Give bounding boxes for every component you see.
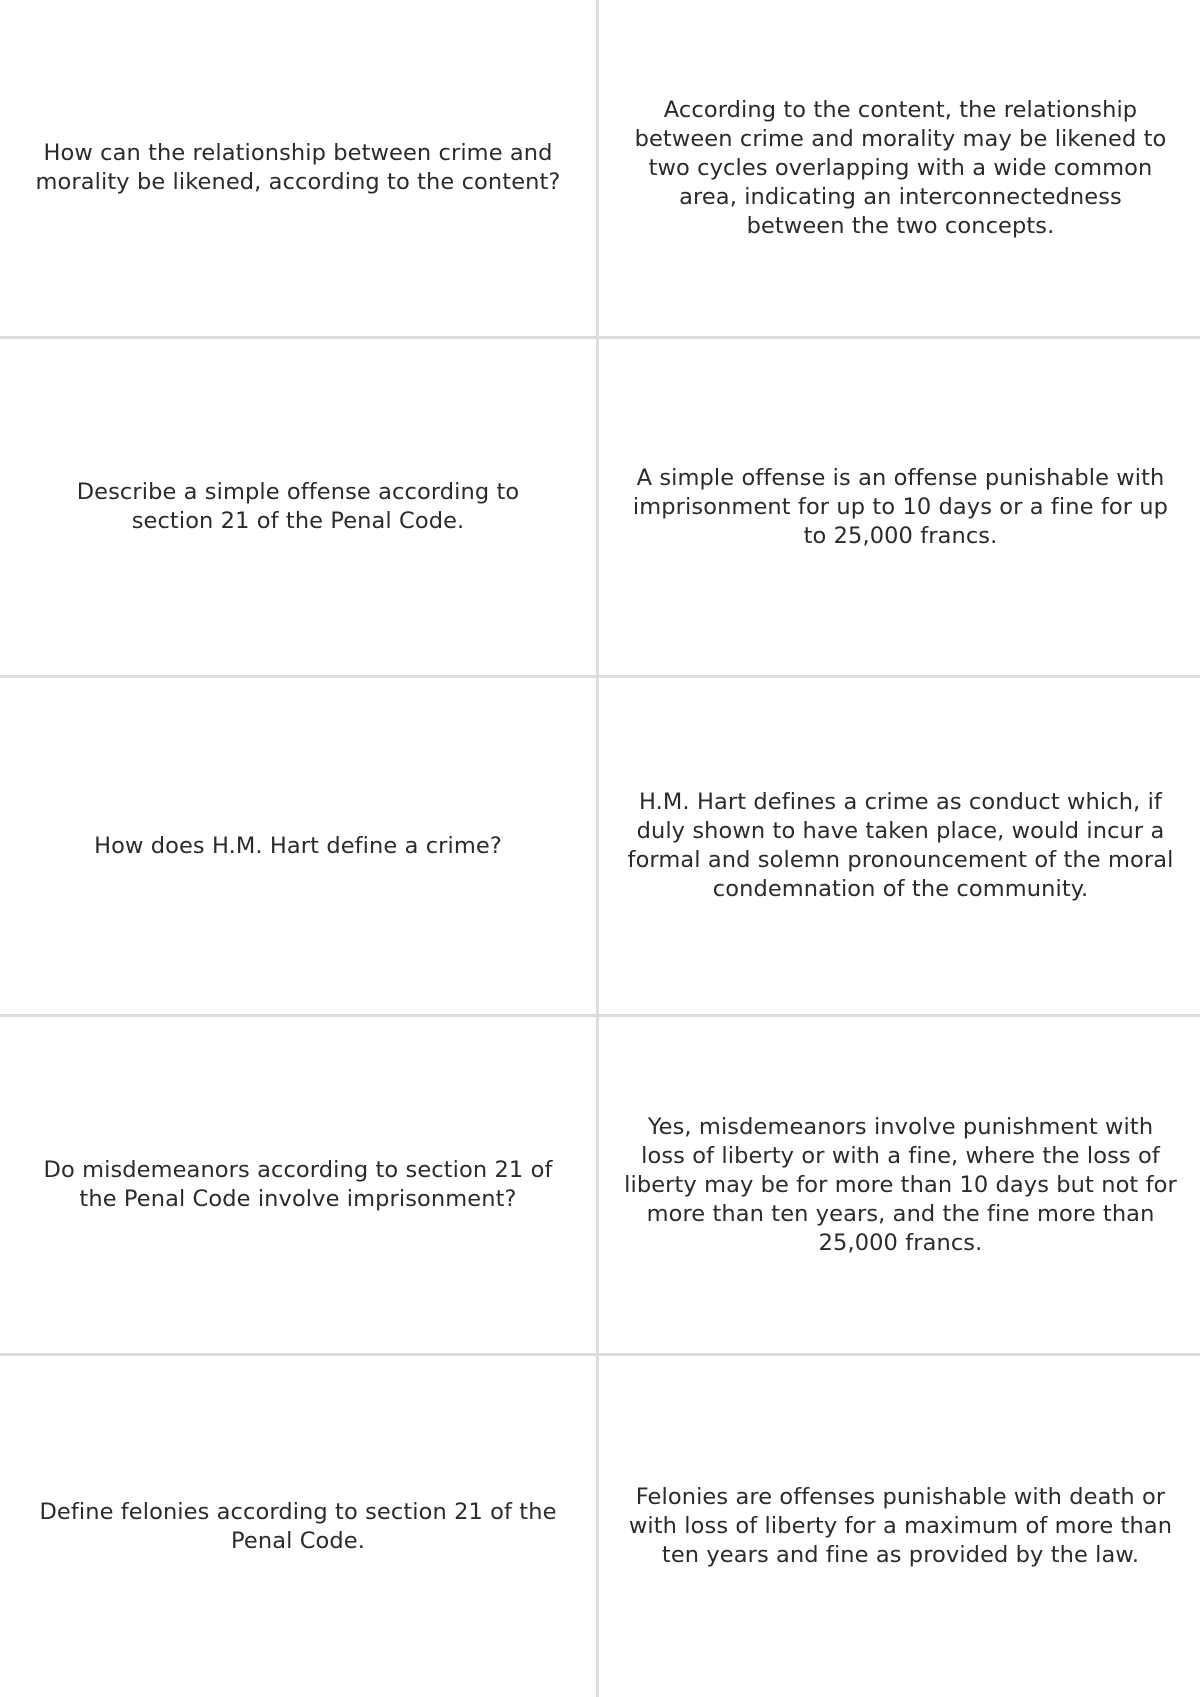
card-5-question <box>0 1356 599 1697</box>
card-5-answer <box>599 1356 1200 1697</box>
card-4-question <box>0 1017 599 1356</box>
card-3-answer <box>599 678 1200 1017</box>
card-4-answer <box>599 1017 1200 1356</box>
card-3-answer-text: H.M. Hart defines a crime as conduct which, if duly shown to have taken place, would incur a formal and solemn pronouncement of the moral condemnation of the community. <box>627 789 1174 902</box>
card-3-question <box>0 678 599 1017</box>
card-1-answer <box>599 0 1200 339</box>
card-1-answer-text: According to the content, the relationship between crime and morality may be likened to two cycles overlapping with a wide common area, indicating an interconnectedness between the two concepts. <box>634 96 1167 239</box>
card-5-question-text: Define felonies according to section 21 of the Penal Code. <box>39 1498 557 1554</box>
card-2-question-text: Describe a simple offense according to section 21 of the Penal Code. <box>76 479 520 534</box>
card-4-question-text: Do misdemeanors according to section 21 of the Penal Code involve imprisonment? <box>43 1157 553 1212</box>
card-2-question <box>0 339 599 678</box>
card-3-question-text: How does H.M. Hart define a crime? <box>94 832 502 859</box>
card-4-answer-text: Yes, misdemeanors involve punishment with loss of liberty or with a fine, where the loss of liberty may be for more than 10 days but not for more than ten years, and the fine more than 25,000 francs. <box>624 1113 1177 1256</box>
card-1-question-text: How can the relationship between crime and morality be likened, according to the content? <box>35 140 561 195</box>
card-1-question <box>0 0 599 339</box>
card-5-answer-text: Felonies are offenses punishable with death or with loss of liberty for a maximum of more than ten years and fine as provided by the law. <box>628 1484 1173 1568</box>
card-2-answer-text: A simple offense is an offense punishable with imprisonment for up to 10 days or a fine for up to 25,000 francs. <box>632 464 1169 549</box>
card-2-answer <box>599 339 1200 678</box>
